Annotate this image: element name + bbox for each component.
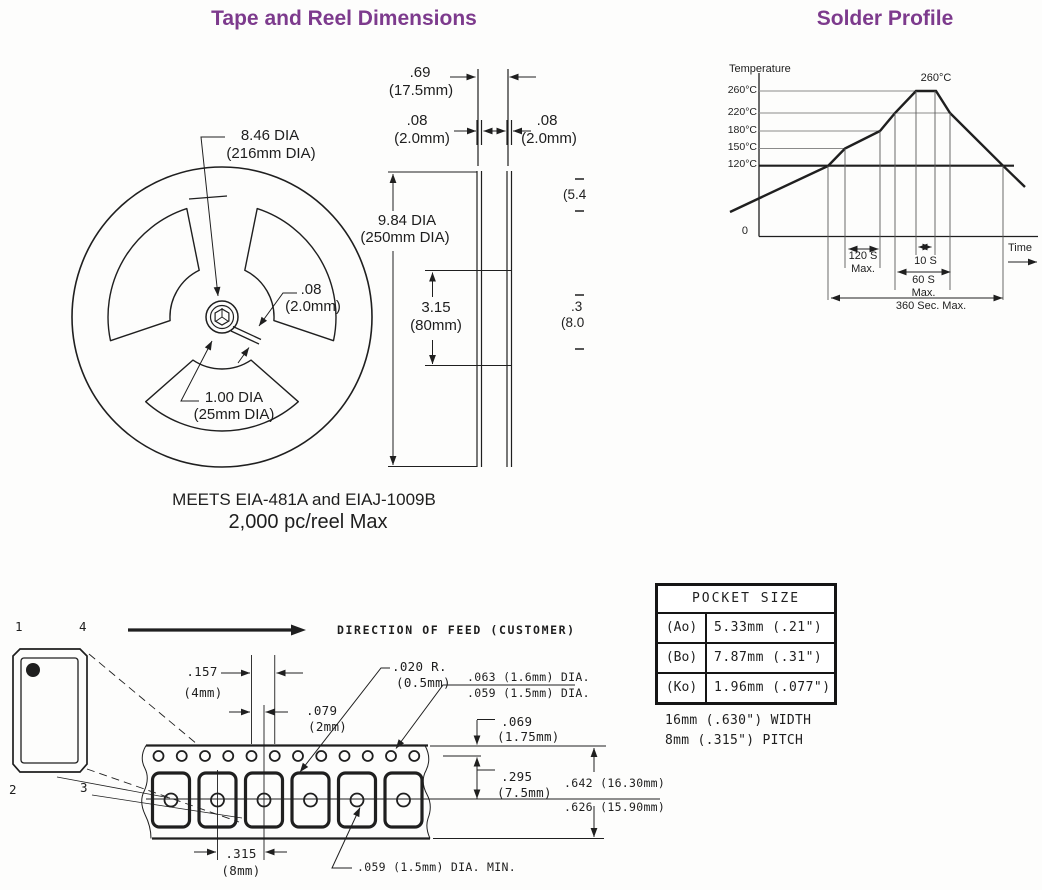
tape-feed-diagram xyxy=(13,625,660,869)
page-title-tape-reel: Tape and Reel Dimensions xyxy=(211,7,477,30)
y-axis-label: Temperature xyxy=(729,63,791,75)
tape-pitch-note: 8mm (.315") PITCH xyxy=(665,733,804,748)
standards-note: MEETS EIA-481A and EIAJ-1009B xyxy=(172,490,436,509)
side-flange-right-label: .08 xyxy=(536,112,558,129)
dim-width-max: .642 (16.30mm) xyxy=(564,776,666,790)
reflow-time-label: 60 S xyxy=(912,274,935,286)
tick-zero: 0 xyxy=(741,225,748,237)
dim-sprocket-pitch: .157 xyxy=(186,664,218,679)
side-gap-label: .69 xyxy=(409,64,431,81)
dim-edge-mm: (1.75mm) xyxy=(497,729,560,744)
peak-temp-label: 260°C xyxy=(920,72,952,84)
tick-220: 220°C xyxy=(727,106,757,118)
pin-label-4: 4 xyxy=(79,619,87,634)
side-flange-left-mm: (2.0mm) xyxy=(394,130,450,147)
side-truncated-dim-b: (8.0 xyxy=(561,315,585,330)
table-cell-bo-label: (Bo) xyxy=(658,644,707,672)
side-hub-mm: (80mm) xyxy=(410,317,462,334)
feed-direction-label: DIRECTION OF FEED (CUSTOMER) xyxy=(337,623,576,637)
side-dia-label: 9.84 DIA xyxy=(377,212,437,229)
preheat-time-label: 120 S xyxy=(848,250,878,262)
tick-260: 260°C xyxy=(727,84,757,96)
reel-slot-mm: (2.0mm) xyxy=(285,298,341,315)
component-outline xyxy=(13,649,87,772)
dim-center-mm: (7.5mm) xyxy=(497,785,552,800)
tape-slot xyxy=(231,327,261,345)
side-hub-label: 3.15 xyxy=(421,299,451,316)
table-cell-ao-label: (Ao) xyxy=(658,614,707,642)
dim-center: .295 xyxy=(501,769,533,784)
tick-150: 150°C xyxy=(727,141,757,153)
dim-hole-max: .063 (1.6mm) DIA. xyxy=(467,670,590,684)
table-cell-ko-value: 1.96mm (.077") xyxy=(714,680,831,695)
reflow-profile-curve xyxy=(727,91,1025,212)
table-cell-bo-value: 7.87mm (.31") xyxy=(714,650,823,665)
dim-width-min: .626 (15.90mm) xyxy=(564,800,666,814)
dim-offset: .079 xyxy=(306,703,338,718)
preheat-time-max: Max. xyxy=(851,262,875,275)
dim-corner-radius: .020 R. xyxy=(392,659,447,674)
reel-hub-dia-label: 1.00 DIA xyxy=(204,389,264,406)
peak-time-label: 10 S xyxy=(914,255,937,267)
tick-120: 120°C xyxy=(727,158,757,170)
dim-hole-min: .059 (1.5mm) DIA. xyxy=(467,686,590,700)
reel-outer-dia-mm: (216mm DIA) xyxy=(226,145,316,162)
side-truncated-dim-top: (5.4 xyxy=(563,187,587,202)
pin-label-1: 1 xyxy=(15,619,23,634)
pin1-dot xyxy=(26,663,40,677)
pin-label-2: 2 xyxy=(9,782,17,797)
table-row-ko xyxy=(658,672,834,702)
side-flange-left-label: .08 xyxy=(406,112,428,129)
total-time-label: 360 Sec. Max. xyxy=(895,300,967,312)
dim-corner-radius-mm: (0.5mm) xyxy=(396,675,451,690)
tick-180: 180°C xyxy=(727,124,757,136)
x-axis-label: Time xyxy=(1008,242,1033,254)
tape-pockets xyxy=(153,773,423,827)
sprocket-holes xyxy=(154,751,420,761)
dim-pocket-hole: .059 (1.5mm) DIA. MIN. xyxy=(357,860,516,874)
dim-pocket-pitch-mm: (8mm) xyxy=(221,863,261,878)
reel-outer-dia-label: 8.46 DIA xyxy=(240,127,300,144)
side-gap-mm: (17.5mm) xyxy=(388,82,454,99)
side-dia-mm: (250mm DIA) xyxy=(360,229,450,246)
solder-profile-chart xyxy=(727,73,1038,300)
tape-width-note: 16mm (.630") WIDTH xyxy=(665,713,812,728)
pocket-holes xyxy=(165,794,411,807)
pocket-size-table xyxy=(655,583,837,705)
table-cell-ko-label: (Ko) xyxy=(658,674,707,702)
table-cell-ao-value: 5.33mm (.21") xyxy=(714,620,823,635)
dim-edge: .069 xyxy=(501,714,533,729)
side-flange-right-mm: (2.0mm) xyxy=(521,130,577,147)
reel-slot-label: .08 xyxy=(300,281,322,298)
side-truncated-dim-a: .3 xyxy=(571,299,583,314)
reflow-time-max: Max. xyxy=(911,286,936,299)
page-title-solder: Solder Profile xyxy=(816,7,954,30)
dim-sprocket-pitch-mm: (4mm) xyxy=(183,685,223,700)
pocket-table-title: POCKET SIZE xyxy=(658,586,834,614)
dim-pocket-pitch: .315 xyxy=(225,846,257,861)
table-row-bo xyxy=(658,642,834,672)
pin-label-3: 3 xyxy=(80,780,88,795)
reel-capacity-note: 2,000 pc/reel Max xyxy=(228,511,388,533)
dim-offset-mm: (2mm) xyxy=(308,719,348,734)
table-row-ao xyxy=(658,614,834,642)
reel-hub-dia-mm: (25mm DIA) xyxy=(193,406,275,423)
